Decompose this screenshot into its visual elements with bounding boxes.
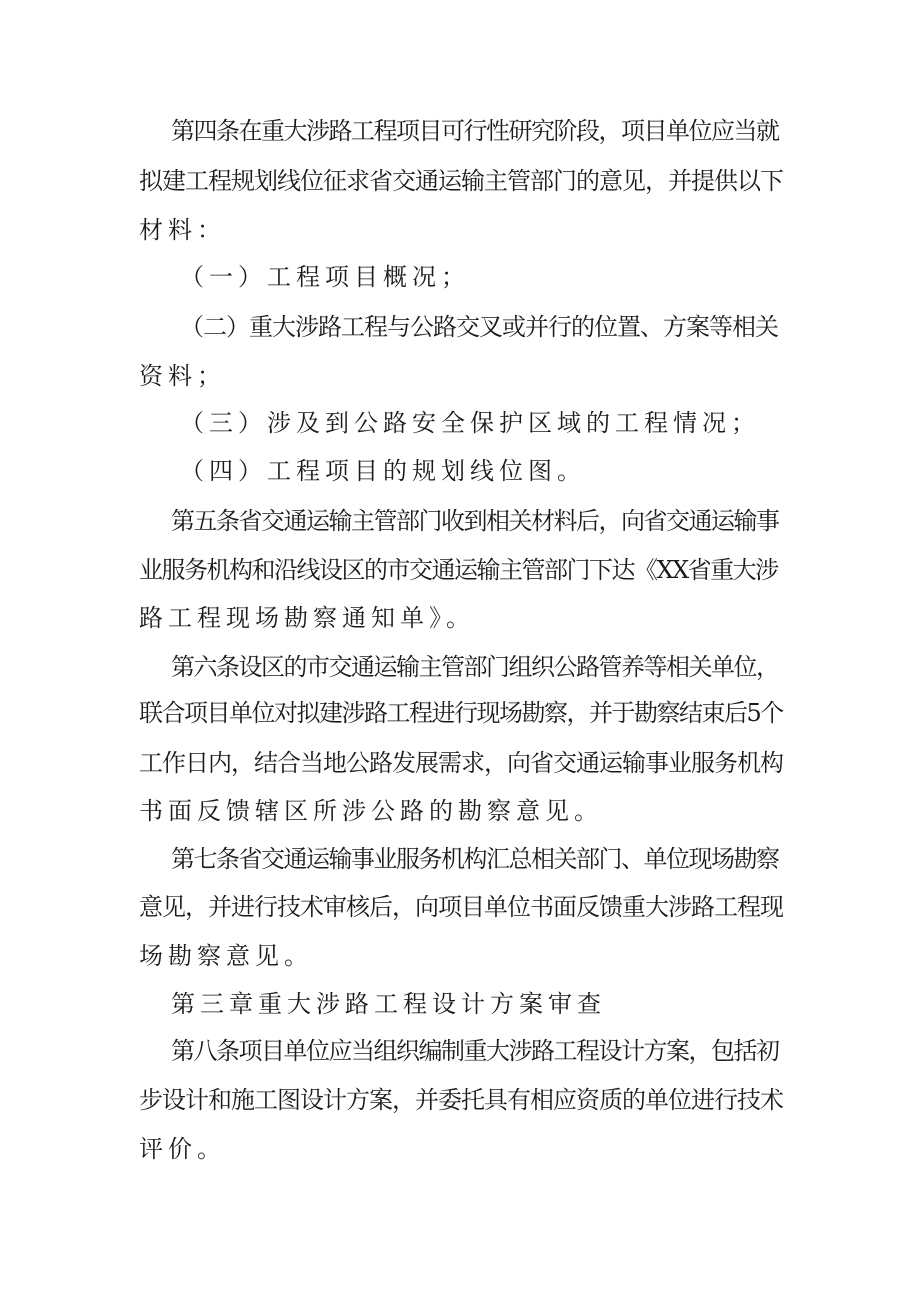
text-line: 评价。 xyxy=(139,1135,226,1163)
chapter-heading: 第三章重大涉路工程设计方案审查 xyxy=(171,990,606,1018)
text-line: （二）重大涉路工程与公路交叉或并行的位置、方案等相关 xyxy=(180,313,778,341)
text-line: 资料； xyxy=(139,362,226,390)
text-line: 拟建工程规划线位征求省交通运输主管部门的意见，并提供以下 xyxy=(139,167,783,195)
text-line: （四）工程项目的规划线位图。 xyxy=(180,457,586,485)
text-line: 第五条省交通运输主管部门收到相关材料后，向省交通运输事 xyxy=(171,507,779,535)
text-line: （一）工程项目概况； xyxy=(180,263,470,291)
text-line: 第六条设区的市交通运输主管部门组织公路管养等相关单位， xyxy=(171,653,779,681)
text-line: 联合项目单位对拟建涉路工程进行现场勘察，并于勘察结束后5个 xyxy=(139,699,783,727)
text-line: 工作日内，结合当地公路发展需求，向省交通运输事业服务机构 xyxy=(139,749,783,777)
text-line: 材料： xyxy=(139,216,226,244)
text-line: 场勘察意见。 xyxy=(139,942,313,970)
text-line: （三）涉及到公路安全保护区域的工程情况； xyxy=(180,409,760,437)
text-line: 步设计和施工图设计方案，并委托具有相应资质的单位进行技术 xyxy=(139,1086,783,1114)
text-line: 书面反馈辖区所涉公路的勘察意见。 xyxy=(139,797,603,825)
text-line: 第七条省交通运输事业服务机构汇总相关部门、单位现场勘察 xyxy=(171,845,779,873)
text-line: 第八条项目单位应当组织编制重大涉路工程设计方案，包括初 xyxy=(171,1037,779,1065)
text-line: 第四条在重大涉路工程项目可行性研究阶段，项目单位应当就 xyxy=(171,117,779,145)
text-line: 意见，并进行技术审核后，向项目单位书面反馈重大涉路工程现 xyxy=(139,893,783,921)
text-line: 业服务机构和沿线设区的市交通运输主管部门下达《XX省重大涉 xyxy=(139,556,778,584)
text-line: 路工程现场勘察通知单》。 xyxy=(139,604,475,632)
